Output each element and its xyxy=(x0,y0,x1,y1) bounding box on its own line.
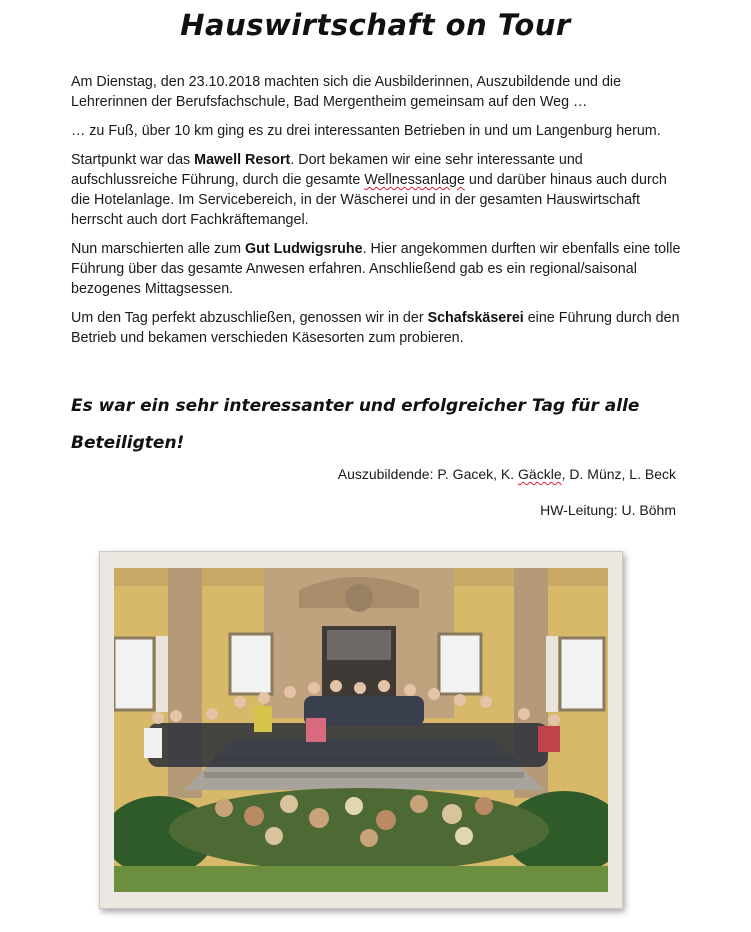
blossom xyxy=(455,827,473,845)
paragraph-mawell xyxy=(71,150,681,230)
blossom xyxy=(376,810,396,830)
head xyxy=(404,684,416,696)
text-segment: . Hier angekommen durften wir ebenfalls eine tolle Führung über das gesamte Anwesen erfahren. Anschließend gab es ein regional/saisonal bezogenes Mittagsessen. xyxy=(71,241,681,297)
head xyxy=(354,682,366,694)
article-body xyxy=(71,72,681,357)
blossom xyxy=(309,808,329,828)
step-edge xyxy=(204,772,524,778)
credits-lead: HW-Leitung: U. Böhm xyxy=(540,502,676,518)
page-title: Hauswirtschaft on Tour xyxy=(180,8,571,42)
venue-gut-ludwigsruhe: Gut Ludwigsruhe xyxy=(245,241,363,257)
window xyxy=(230,634,272,694)
blossom xyxy=(442,804,462,824)
lawn xyxy=(114,866,608,892)
paragraph-intro: Am Dienstag, den 23.10.2018 machten sich die Ausbilderinnen, Auszubildende und die Lehrerinnen der Berufsfachschule, Bad Mergentheim gemeinsam auf den Weg … xyxy=(71,74,622,110)
blossom xyxy=(345,797,363,815)
blossom xyxy=(215,799,233,817)
window xyxy=(114,638,154,710)
blossom xyxy=(410,795,428,813)
head xyxy=(480,696,492,708)
credits-authors xyxy=(338,465,676,483)
head xyxy=(152,712,164,724)
group-photo xyxy=(114,568,608,892)
paragraph-walk: … zu Fuß, über 10 km ging es zu drei interessanten Betrieben in und um Langenburg herum. xyxy=(71,123,661,139)
paragraph-schafskaeserei xyxy=(71,308,681,348)
white-jacket xyxy=(144,728,162,758)
head xyxy=(518,708,530,720)
head xyxy=(234,696,246,708)
text-segment: eine Führung durch den Betrieb und bekamen verschieden Käsesorten zum probieren. xyxy=(71,310,680,346)
blossom xyxy=(280,795,298,813)
head xyxy=(308,682,320,694)
blossom xyxy=(360,829,378,847)
head xyxy=(378,680,390,692)
text-segment: und darüber hinaus auch durch die Hotelanlage. Im Servicebereich, in der Wäscherei und in der gesamten Hauswirtschaft herrscht auch dort Fachkräftemangel. xyxy=(71,172,667,228)
group-photo-illustration xyxy=(114,568,608,892)
text-segment: Startpunkt war das xyxy=(71,152,195,168)
photo-frame xyxy=(99,551,623,909)
venue-mawell-resort: Mawell Resort xyxy=(194,152,291,168)
blossom xyxy=(265,827,283,845)
blossom xyxy=(475,797,493,815)
text-segment: Nun marschierten alle zum xyxy=(71,241,246,257)
paragraph-ludwigsruhe xyxy=(71,239,681,299)
head xyxy=(284,686,296,698)
red-jacket xyxy=(538,726,560,752)
venue-schafskaeserei: Schafskäserei xyxy=(427,310,524,326)
shutter xyxy=(546,636,558,712)
credits xyxy=(338,465,676,537)
spellcheck-word: Gäckle xyxy=(518,466,562,482)
window xyxy=(439,634,481,694)
pink-jacket xyxy=(306,718,326,742)
head xyxy=(330,680,342,692)
people-bodies xyxy=(148,723,548,767)
yellow-jacket xyxy=(254,706,272,732)
head xyxy=(548,714,560,726)
shutter xyxy=(156,636,168,712)
head xyxy=(206,708,218,720)
head xyxy=(258,692,270,704)
window xyxy=(560,638,604,710)
closing-statement: Es war ein sehr interessanter und erfolgreicher Tag für alle Beteiligten! xyxy=(71,396,640,453)
text-segment: Auszubildende: P. Gacek, K. xyxy=(337,466,519,482)
head xyxy=(428,688,440,700)
spellcheck-word: Wellnessanlage xyxy=(364,172,465,188)
coat-of-arms xyxy=(345,584,373,612)
blossom xyxy=(244,806,264,826)
head xyxy=(170,710,182,722)
door-window xyxy=(327,630,391,660)
text-segment: , D. Münz, L. Beck xyxy=(561,466,676,482)
text-segment: Um den Tag perfekt abzuschließen, genossen wir in der xyxy=(71,310,428,326)
text-segment: . Dort bekamen wir eine sehr interessante und aufschlussreiche Führung, durch die gesamte xyxy=(71,152,583,188)
head xyxy=(454,694,466,706)
